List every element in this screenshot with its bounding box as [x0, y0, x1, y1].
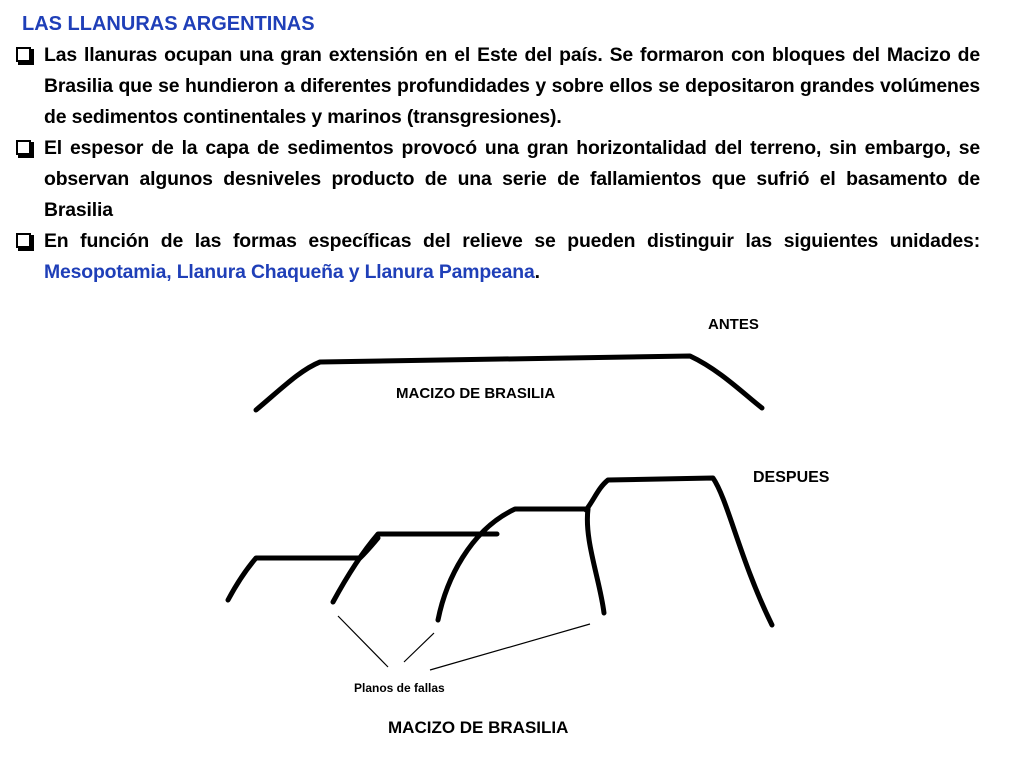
- hollow-square-bullet-icon: [16, 47, 31, 62]
- bullet-item-sediments: [14, 133, 980, 226]
- fault-pointer-line-1: [338, 616, 388, 667]
- bullet-text: En función de las formas específicas del relieve se pueden distinguir las siguientes unidades:: [44, 230, 980, 252]
- fault-pointer-line-3: [430, 624, 590, 670]
- after-label: DESPUES: [753, 469, 830, 486]
- bullet-item-units: [14, 226, 980, 288]
- fault-block-3: [438, 509, 604, 620]
- hollow-square-bullet-icon: [16, 140, 31, 155]
- before-label: ANTES: [708, 316, 759, 333]
- fault-block-diagram: [0, 300, 1024, 768]
- plains-units-highlight: Mesopotamia, Llanura Chaqueña y Llanura Pampeana: [44, 261, 535, 283]
- slide-title: LAS LLANURAS ARGENTINAS: [22, 13, 315, 35]
- fault-block-4: [586, 478, 772, 625]
- hollow-square-bullet-icon: [16, 233, 31, 248]
- bullet-text: El espesor de la capa de sedimentos provocó una gran horizontalidad del terreno, sin embargo, se observan algunos desniveles producto de una serie de fallamientos que sufrió el basamento de Brasilia: [44, 137, 980, 221]
- bullet-list: [14, 40, 980, 288]
- fault-pointer-line-2: [404, 633, 434, 662]
- massif-label-after: MACIZO DE BRASILIA: [388, 718, 569, 737]
- bullet-text-end: .: [534, 261, 540, 283]
- fault-planes-label: Planos de fallas: [354, 681, 445, 695]
- fault-block-1: [228, 538, 378, 600]
- bullet-text: Las llanuras ocupan una gran extensión en el Este del país. Se formaron con bloques del Macizo de Brasilia que se hundieron a diferentes profundidades y sobre ellos se depositaron grandes volúmenes de sedimentos continentales y marinos (transgresiones).: [44, 44, 980, 128]
- massif-label-before: MACIZO DE BRASILIA: [396, 385, 556, 402]
- bullet-item-formation: [14, 40, 980, 133]
